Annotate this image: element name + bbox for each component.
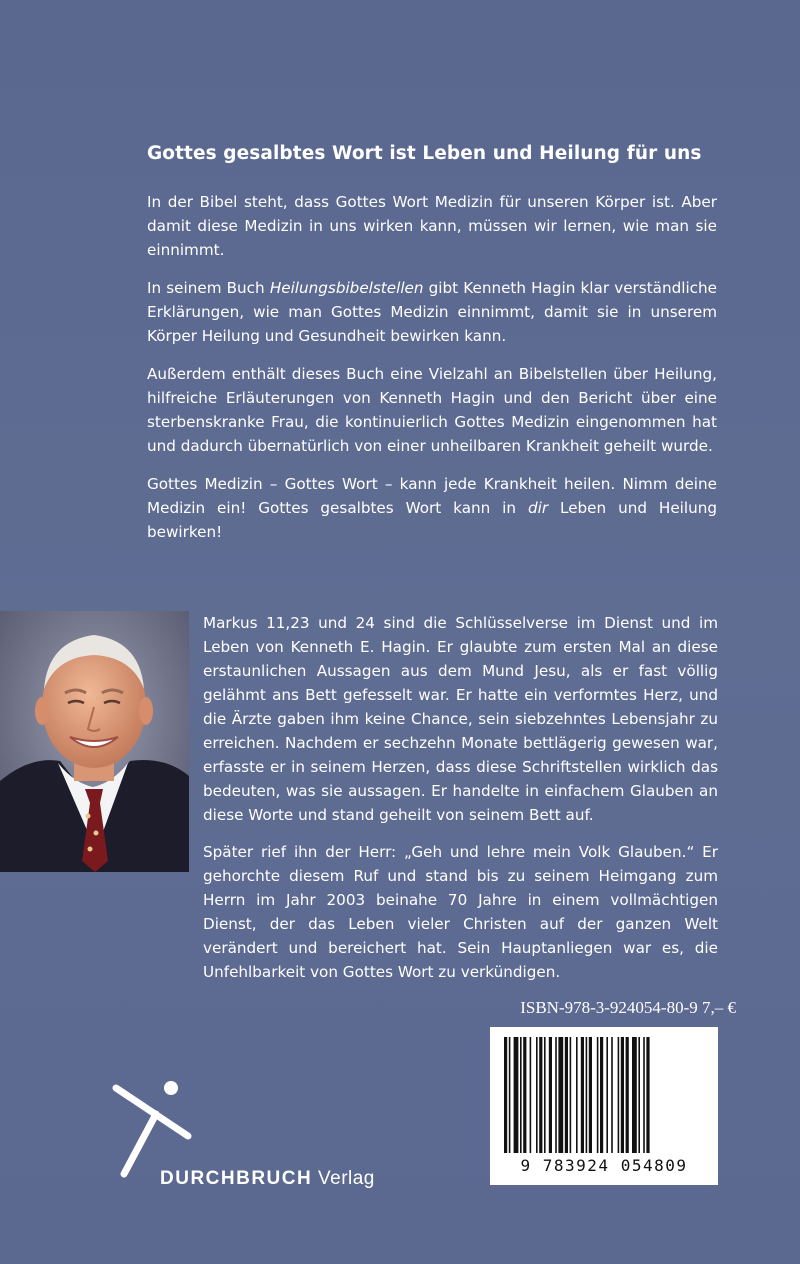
barcode-bar	[523, 1037, 526, 1153]
barcode-bar	[504, 1037, 507, 1153]
blurb-text: gibt Kenneth Hagin klar verständliche Erklärungen, wie man Gottes Medizin einnimmt, damit sie in unserem Körper Heilung und Gesundheit bewirken kann.	[147, 279, 717, 345]
barcode-bar	[646, 1037, 649, 1153]
barcode-bar	[555, 1037, 557, 1153]
publisher-suffix: Verlag	[312, 1168, 375, 1189]
emphasis-word: dir	[527, 499, 549, 517]
barcode-bar	[611, 1037, 613, 1153]
barcode-bar	[586, 1037, 588, 1153]
barcode-bar	[589, 1037, 592, 1153]
blurb-text: Leben und Heilung bewirken!	[147, 499, 718, 541]
author-photo	[0, 611, 189, 872]
blurb-paragraph-3: Außerdem enthält dieses Buch eine Vielzahl an Bibelstellen über Heilung, hilfreiche Erläuterungen von Kenneth Hagin und den Bericht über eine sterbenskranke Frau, die kontinuierlich Gottes Medizin eingenommen hat und dadurch übernatürlich von einer unheilbaren Krankheit geheilt wurde.	[147, 365, 717, 455]
barcode-bar	[558, 1037, 563, 1153]
barcode-bar	[565, 1037, 568, 1153]
barcode-bar	[606, 1037, 608, 1153]
barcode-bar	[514, 1037, 519, 1153]
barcode-bar	[576, 1037, 578, 1153]
author-bio	[203, 611, 718, 997]
publisher-name	[160, 1168, 375, 1190]
headline: Gottes gesalbtes Wort ist Leben und Heilung für uns	[147, 143, 702, 164]
barcode-bar	[536, 1037, 538, 1153]
barcode-bar	[597, 1037, 599, 1153]
publisher-brand: DURCHBRUCH	[160, 1168, 313, 1189]
bio-paragraph-2: Später rief ihn der Herr: „Geh und lehre mein Volk Glauben.“ Er gehorchte diesem Ruf und stand bis zu seinem Heimgang zum Herrn im Jahr 2003 beinahe 70 Jahre in einem vollmächtigen Dienst, der das Leben vieler Christen auf der ganzen Welt verändert und bereichert hat. Sein Hauptanliegen war es, die Unfehlbarkeit von Gottes Wort zu verkündigen.	[203, 843, 718, 981]
barcode-bar	[530, 1037, 532, 1153]
barcode-bar	[600, 1037, 603, 1153]
isbn-price: ISBN-978-3-924054-80-9 7,– €	[520, 998, 736, 1017]
barcode-bar	[632, 1037, 637, 1153]
barcode-bar	[570, 1037, 572, 1153]
barcode-bar	[621, 1037, 624, 1153]
blurb-paragraph-1: In der Bibel steht, dass Gottes Wort Medizin für unseren Körper ist. Aber damit diese Medizin in uns wirken kann, müssen wir lernen, wie man sie einnimmt.	[147, 193, 717, 259]
barcode-bar	[509, 1037, 511, 1153]
barcode-bar	[643, 1037, 645, 1153]
blurb-paragraph-2	[147, 276, 717, 348]
barcode-bar	[539, 1037, 542, 1153]
blurb	[147, 190, 717, 558]
barcode-bar	[544, 1037, 546, 1153]
barcode	[490, 1027, 718, 1185]
barcode-bar	[638, 1037, 640, 1153]
blurb-paragraph-4	[147, 472, 717, 544]
blurb-text: In seinem Buch	[147, 279, 270, 297]
barcode-bar	[618, 1037, 620, 1153]
barcode-bar	[581, 1037, 584, 1153]
barcode-bar	[626, 1037, 629, 1153]
blurb-text: Gottes Medizin – Gottes Wort – kann jede Krankheit heilen. Nimm deine Medizin ein! Gottes gesalbtes Wort kann in	[147, 475, 717, 517]
barcode-bar	[520, 1037, 522, 1153]
bio-paragraph-1: Markus 11,23 und 24 sind die Schlüsselverse im Dienst und im Leben von Kenneth E. Hagin. Er glaubte zum ersten Mal an diese erstaunlichen Aussagen aus dem Mund Jesu, als er fast völlig gelähmt ans Bett gefesselt war. Er hatte ein verformtes Herz, und die Ärzte gaben ihm keine Chance, sein siebzehntes Lebensjahr zu erreichen. Nachdem er sechzehn Monate bettlägerig gewesen war, erfasste er in seinem Herzen, dass diese Schriftstellen wirklich das bedeuten, was sie aussagen. Er handelte in einfachem Glauben an diese Worte und stand geheilt von seinem Bett auf.	[203, 614, 718, 824]
book-title: Heilungsbibelstellen	[269, 279, 424, 297]
barcode-bar	[549, 1037, 552, 1153]
barcode-digits: 9 783924 054809	[520, 1156, 688, 1175]
